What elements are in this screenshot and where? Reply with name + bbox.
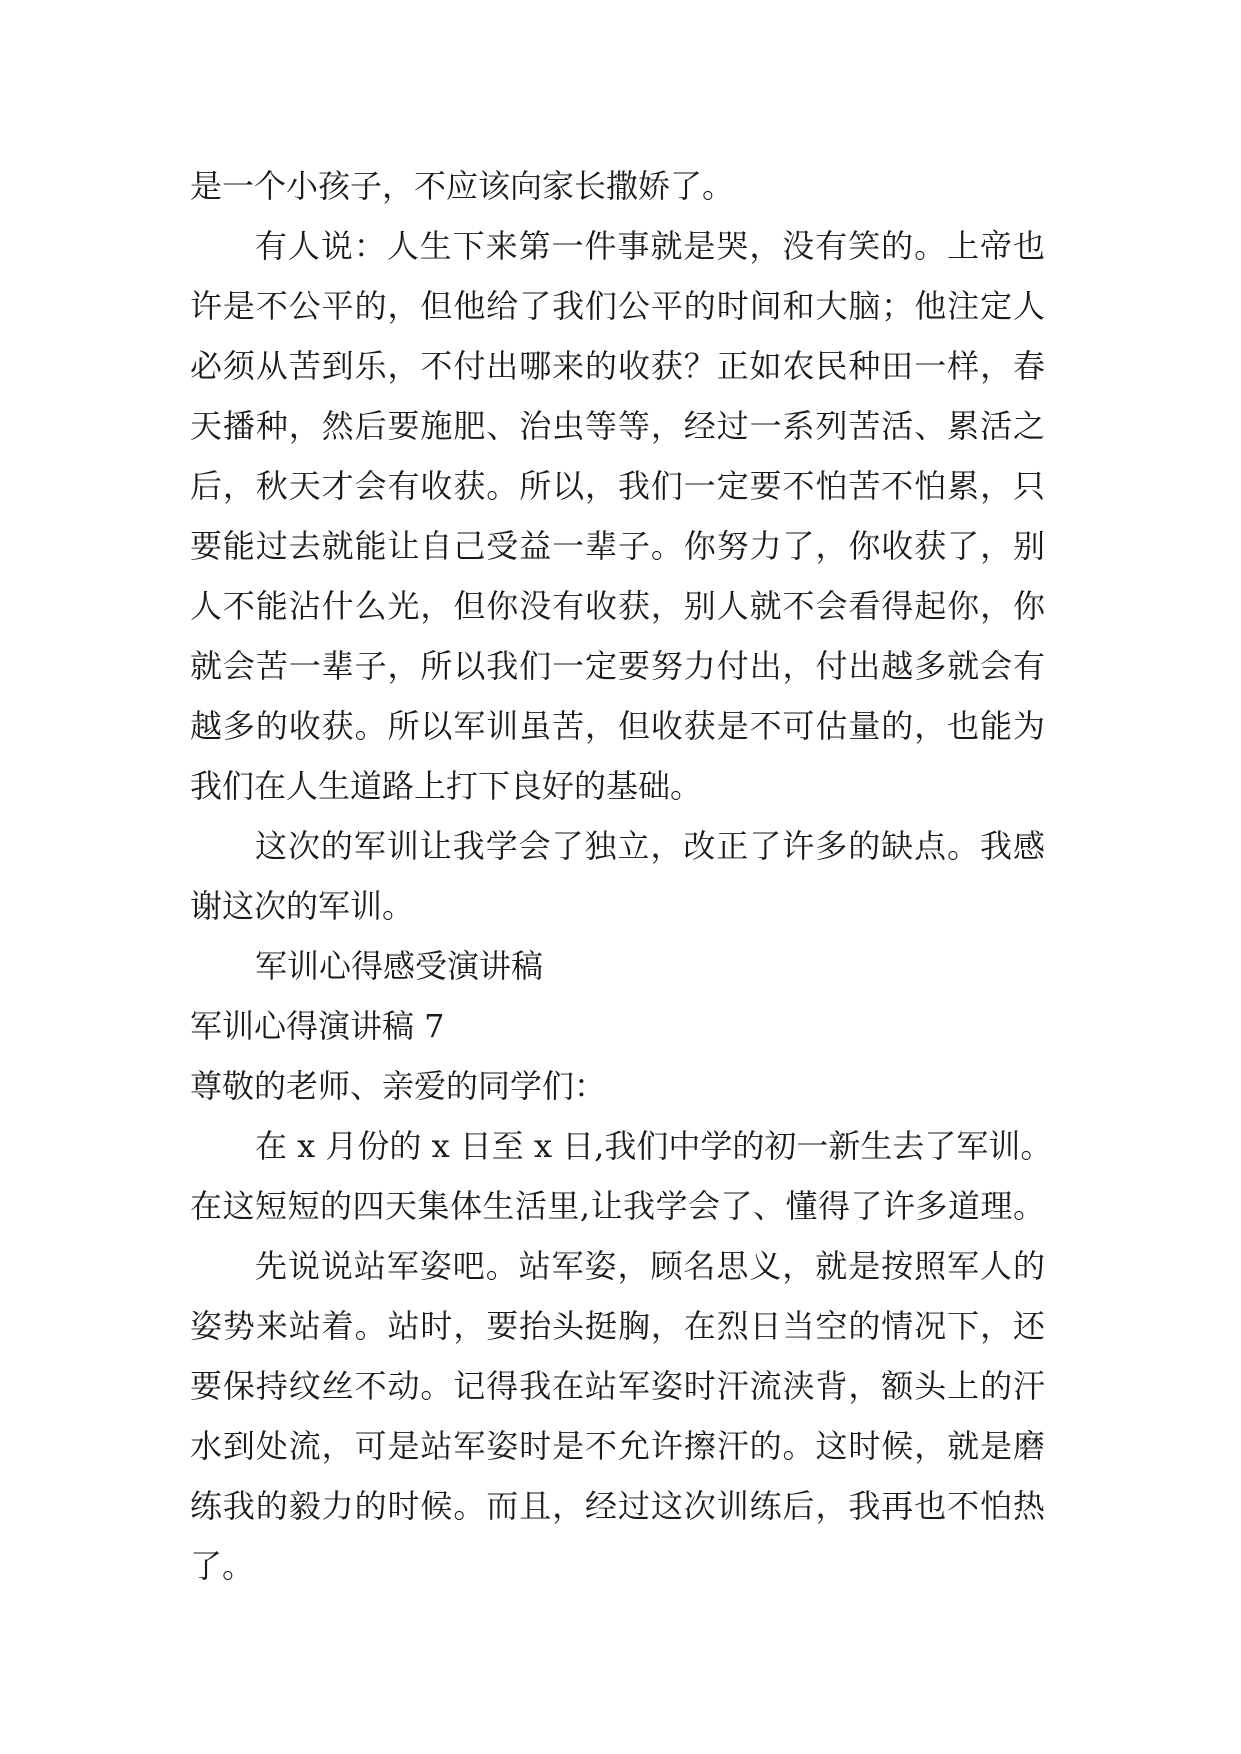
text-line: 天播种，然后要施肥、治虫等等，经过一系列苦活、累活之 [190,407,1045,445]
text-line: 要保持纹丝不动。记得我在站军姿时汗流浃背，额头上的汗 [190,1367,1045,1405]
text-line: 就会苦一辈子，所以我们一定要努力付出，付出越多就会有 [190,647,1045,685]
paragraph-first-line: 在 x 月份的 x 日至 x 日,我们中学的初一新生去了军训。 [255,1127,1053,1165]
text-line: 许是不公平的，但他给了我们公平的时间和大脑；他注定人 [190,287,1045,325]
text-line: 是一个小孩子，不应该向家长撒娇了。 [190,167,735,205]
text-line: 越多的收获。所以军训虽苦，但收获是不可估量的，也能为 [190,707,1045,745]
text-line: 姿势来站着。站时，要抬头挺胸，在烈日当空的情况下，还 [190,1307,1045,1345]
text-line: 必须从苦到乐，不付出哪来的收获？正如农民种田一样，春 [190,347,1045,385]
paragraph-first-line: 先说说站军姿吧。站军姿，顾名思义，就是按照军人的 [255,1247,1045,1285]
text-line: 在这短短的四天集体生活里,让我学会了、懂得了许多道理。 [190,1187,1045,1225]
text-line: 要能过去就能让自己受益一辈子。你努力了，你收获了，别 [190,527,1045,565]
text-line: 水到处流，可是站军姿时是不允许擦汗的。这时候，就是磨 [190,1427,1045,1465]
salutation: 尊敬的老师、亲爱的同学们： [190,1067,607,1105]
text-line: 人不能沾什么光，但你没有收获，别人就不会看得起你，你 [190,587,1045,625]
paragraph-first-line: 有人说：人生下来第一件事就是哭，没有笑的。上帝也 [255,227,1045,265]
speech-heading: 军训心得演讲稿 7 [190,1007,445,1045]
text-line: 练我的毅力的时候。而且，经过这次训练后，我再也不怕热 [190,1487,1045,1525]
text-line: 谢这次的军训。 [190,887,415,925]
text-line: 后，秋天才会有收获。所以，我们一定要不怕苦不怕累，只 [190,467,1045,505]
paragraph-first-line: 这次的军训让我学会了独立，改正了许多的缺点。我感 [255,827,1045,865]
text-line: 了。 [190,1547,255,1585]
text-line: 我们在人生道路上打下良好的基础。 [190,767,703,805]
section-title: 军训心得感受演讲稿 [255,947,544,985]
